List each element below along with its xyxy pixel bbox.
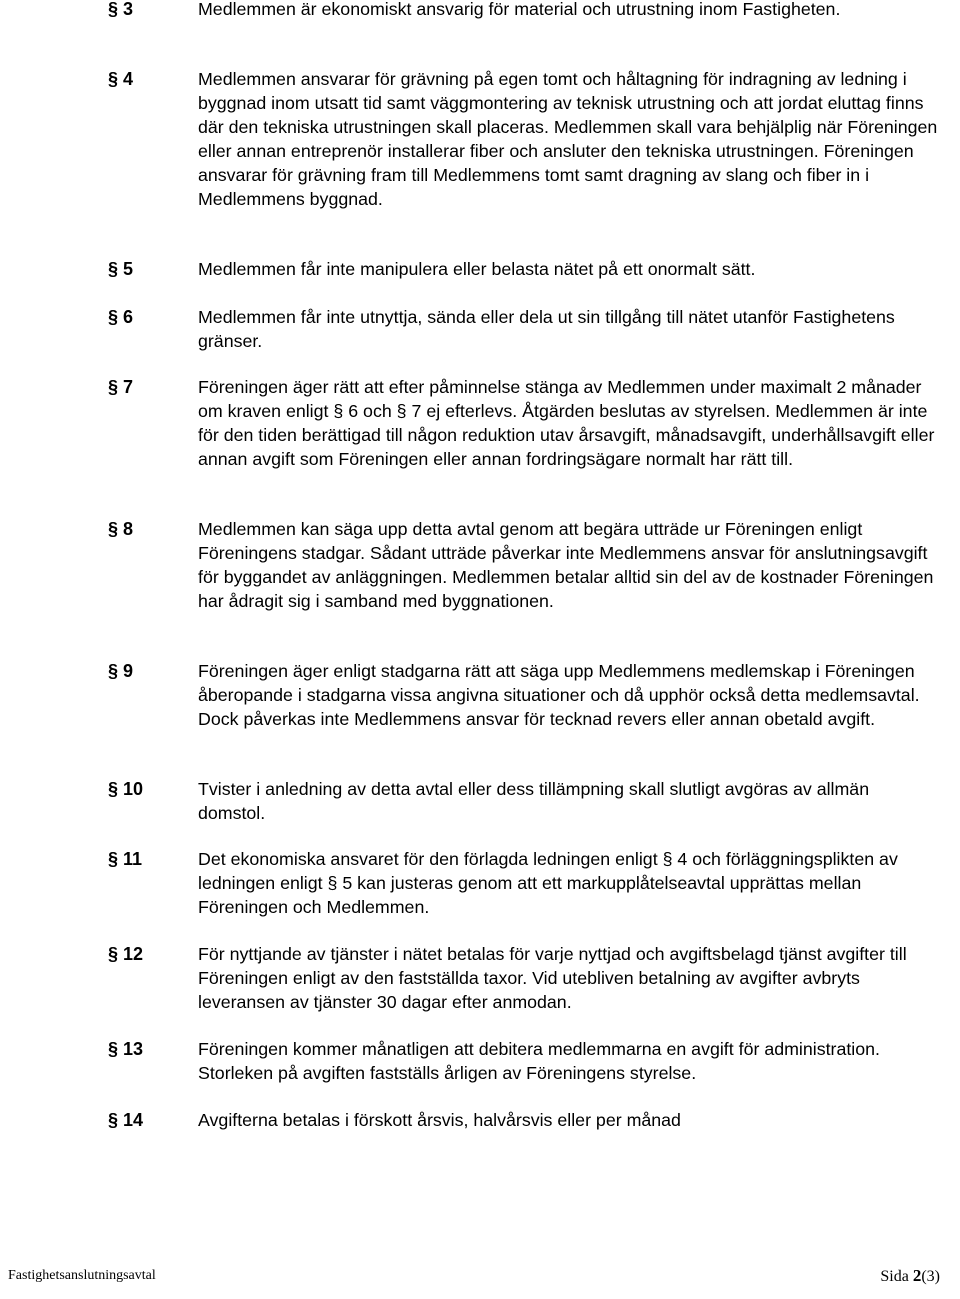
footer-page-number (880, 1266, 940, 1286)
clause-number: § 11 (108, 849, 143, 869)
clause-text: Föreningen kommer månatligen att debitera medlemmarna en avgift för administration. Storleken på avgiften fastställs årligen av Föreningens styrelse. (198, 1039, 880, 1083)
clause-number: § 13 (108, 1039, 144, 1059)
clause-text: Föreningen äger enligt stadgarna rätt att säga upp Medlemmens medlemskap i Föreningen åberopande i stadgarna vissa angivna situationer och då upphör också detta medlemsavtal. Dock påverkas inte Medlemmens ansvar för tecknad revers eller annan obetald avgift. (198, 661, 920, 729)
clause-number: § 3 (108, 0, 134, 19)
clause-text: Medlemmen ansvarar för grävning på egen tomt och håltagning för indragning av ledning i byggnad inom utsatt tid samt väggmontering av teknisk utrustning och att jordat eluttag finns där den tekniska utrustningen skall placeras. Medlemmen skall vara behjälplig när Föreningen eller annan entreprenör installerar fiber och ansluter den tekniska utrustningen. Föreningen ansvarar för grävning fram till Medlemmens tomt samt dragning av slang och fiber in i Medlemmens byggnad. (198, 69, 938, 209)
clause-number: § 8 (108, 519, 134, 539)
clause-text: Föreningen äger rätt att efter påminnelse stänga av Medlemmen under maximalt 2 månader om kraven enligt § 6 och § 7 ej efterlevs. Åtgärden beslutas av styrelsen. Medlemmen är inte för den tiden berättigad till någon reduktion utav årsavgift, månadsavgift, underhållsavgift eller annan avgift som Föreningen eller annan fordringsägare normalt har rätt till. (198, 377, 935, 469)
clause-text: Medlemmen får inte utnyttja, sända eller dela ut sin tillgång till nätet utanför Fastighetens gränser. (198, 307, 895, 351)
clause-number: § 4 (108, 69, 134, 89)
footer-document-title: Fastighetsanslutningsavtal (8, 1268, 156, 1283)
clause-text: Det ekonomiska ansvaret för den förlagda ledningen enligt § 4 och förläggningsplikten av ledningen enligt § 5 kan justeras genom att ett markupplåtelseavtal upprättas mellan Föreningen och Medlemmen. (198, 849, 898, 917)
clause-number: § 10 (108, 779, 144, 799)
clause-text: Medlemmen är ekonomiskt ansvarig för material och utrustning inom Fastigheten. (198, 0, 841, 19)
clause-number: § 14 (108, 1110, 144, 1130)
clause-text: För nyttjande av tjänster i nätet betalas för varje nyttjad och avgiftsbelagd tjänst avgifter till Föreningen enligt av den fastställda taxor. Vid utebliven betalning av avgifter avbryts leveransen av tjänster 30 dagar efter anmodan. (198, 944, 907, 1012)
clause-number: § 6 (108, 307, 134, 327)
page-prefix: Sida (880, 1268, 913, 1285)
clause-number: § 5 (108, 259, 134, 279)
clause-number: § 7 (108, 377, 134, 397)
clause-text: Avgifterna betalas i förskott årsvis, halvårsvis eller per månad (198, 1110, 681, 1130)
clause-number: § 12 (108, 944, 144, 964)
clause-text: Medlemmen får inte manipulera eller belasta nätet på ett onormalt sätt. (198, 259, 756, 279)
clause-text: Medlemmen kan säga upp detta avtal genom att begära utträde ur Föreningen enligt Föreningens stadgar. Sådant utträde påverkar inte Medlemmens ansvar för anslutningsavgift för byggandet av anläggningen. Medlemmen betalar alltid sin del av de kostnader Föreningen har ådragit sig i samband med byggnationen. (198, 519, 934, 611)
clause-text: Tvister i anledning av detta avtal eller dess tillämpning skall slutligt avgöras av allmän domstol. (198, 779, 870, 823)
clause-number: § 9 (108, 661, 134, 681)
page-current: 2 (912, 1266, 922, 1285)
page-total: (3) (921, 1268, 940, 1285)
